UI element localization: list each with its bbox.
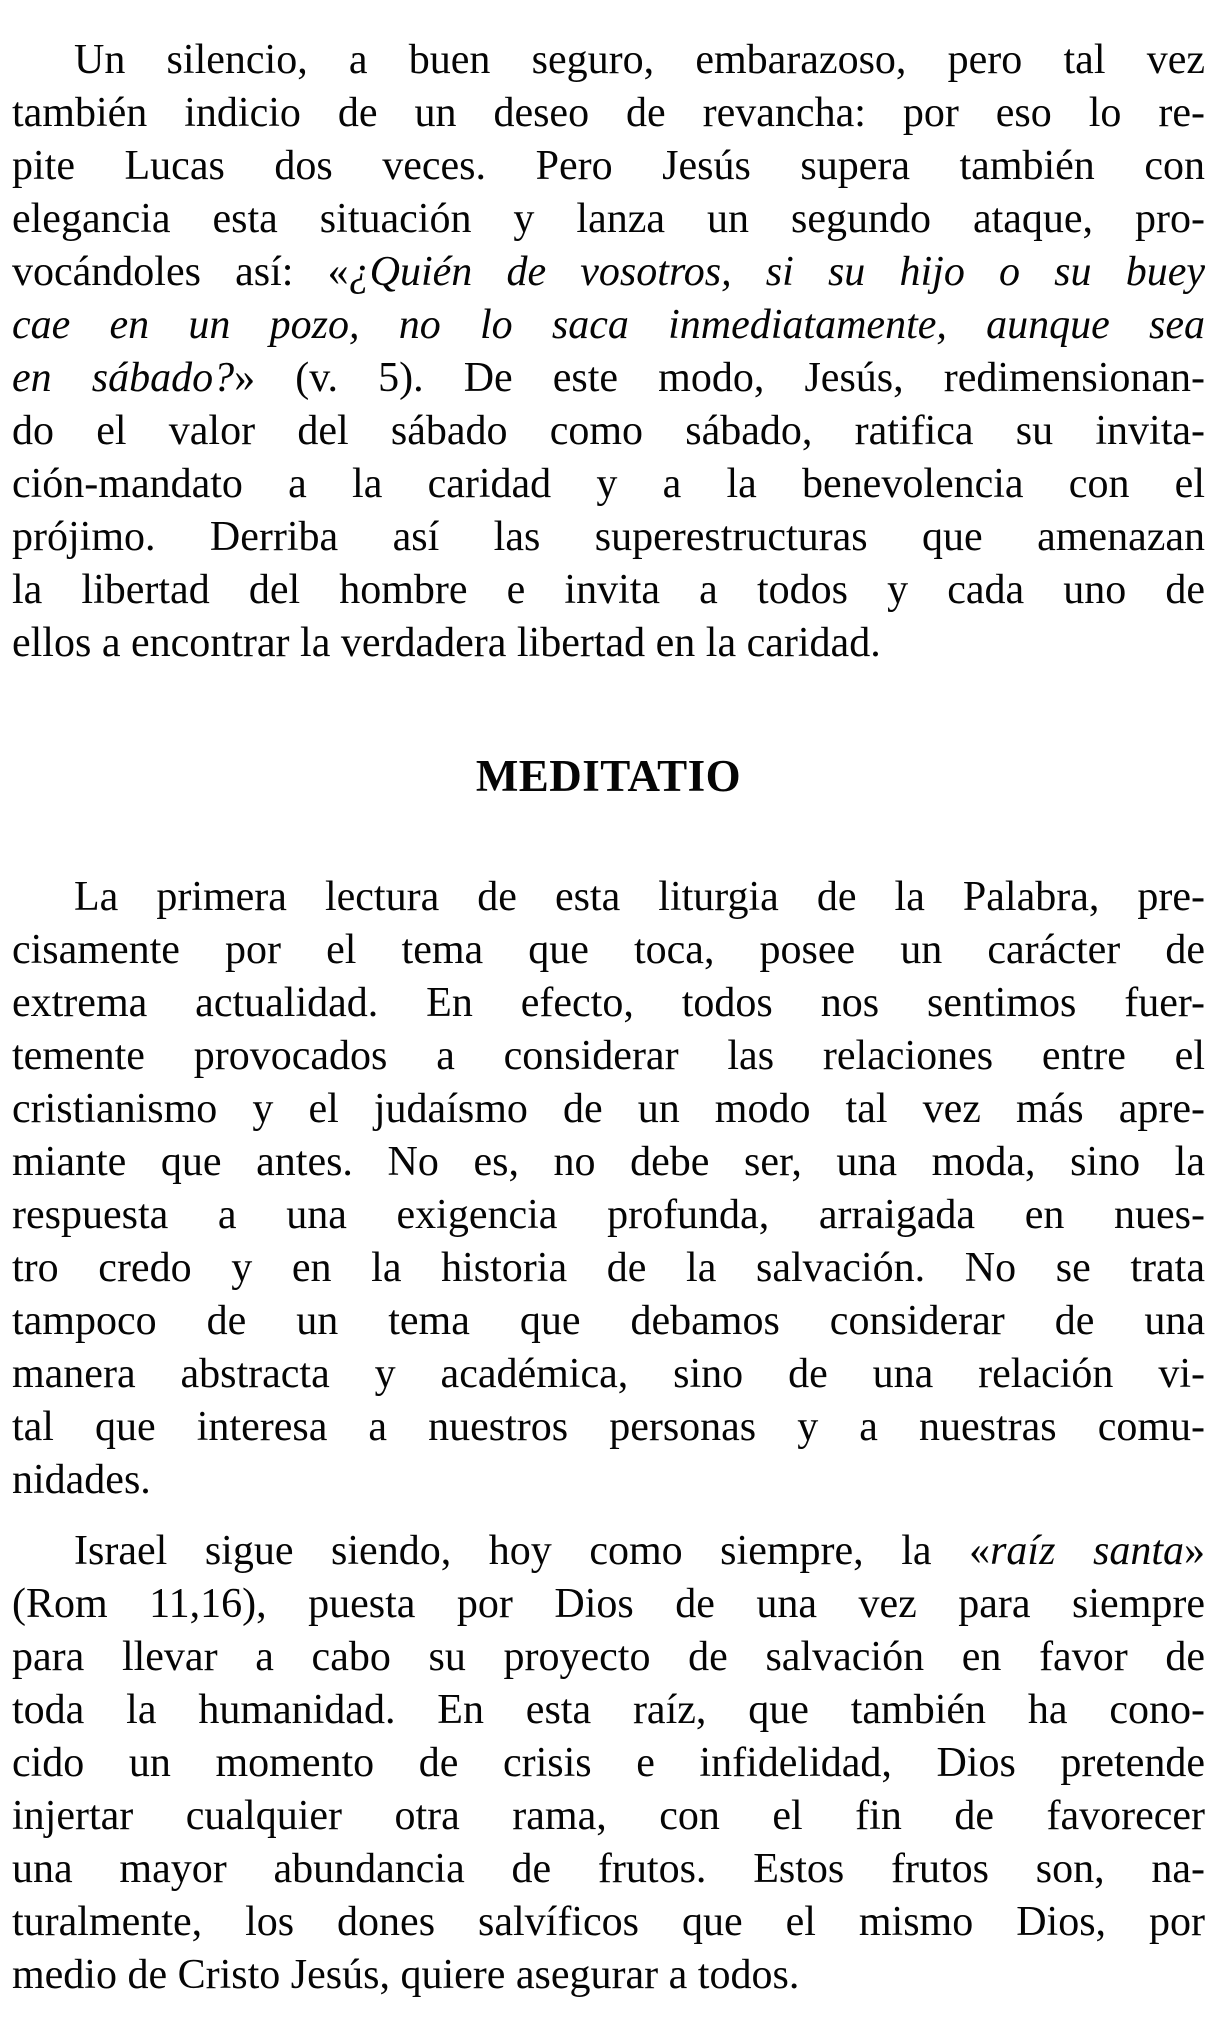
text-line — [12, 299, 1205, 352]
text-line — [12, 1242, 1205, 1295]
text-line — [12, 246, 1205, 299]
text-line — [12, 1295, 1205, 1348]
text-line — [12, 977, 1205, 1030]
text-segment: ellos a encontrar la verdadera libertad en la caridad. — [12, 620, 881, 666]
text-line — [12, 405, 1205, 458]
text-line — [12, 1189, 1205, 1242]
text-line — [12, 871, 1205, 924]
text-segment: también indicio de un deseo de revancha: por eso lo re- — [12, 90, 1205, 136]
text-segment: para llevar a cabo su proyecto de salvación en favor de — [12, 1634, 1205, 1680]
text-line — [12, 564, 1205, 617]
text-segment: » (v. 5). De este modo, Jesús, redimensionan- — [234, 355, 1205, 401]
text-line — [12, 1030, 1205, 1083]
text-line — [12, 1348, 1205, 1401]
text-segment: prójimo. Derriba así las superestructuras que amenazan — [12, 514, 1205, 560]
text-segment: Un silencio, a buen seguro, embarazoso, pero tal vez — [74, 37, 1205, 83]
text-line — [12, 140, 1205, 193]
text-segment: manera abstracta y académica, sino de una relación vi- — [12, 1351, 1205, 1397]
text-segment: Israel sigue siendo, hoy como siempre, la « — [74, 1528, 991, 1574]
italic-text-segment: raíz santa — [990, 1528, 1185, 1574]
text-segment: extrema actualidad. En efecto, todos nos sentimos fuer- — [12, 980, 1205, 1026]
text-segment: tro credo y en la historia de la salvación. No se trata — [12, 1245, 1205, 1291]
text-segment: turalmente, los dones salvíficos que el mismo Dios, por — [12, 1899, 1205, 1945]
paragraph-3 — [12, 1525, 1205, 2002]
text-line — [12, 87, 1205, 140]
text-line — [12, 1578, 1205, 1631]
text-line — [12, 1790, 1205, 1843]
text-segment: medio de Cristo Jesús, quiere asegurar a todos. — [12, 1952, 800, 1998]
paragraph-2 — [12, 871, 1205, 1507]
text-line — [12, 1896, 1205, 1949]
text-line — [12, 193, 1205, 246]
text-segment: » — [1184, 1528, 1206, 1574]
text-segment: tal que interesa a nuestros personas y a nuestras comu- — [12, 1404, 1205, 1450]
text-segment: nidades. — [12, 1457, 151, 1503]
text-segment: respuesta a una exigencia profunda, arraigada en nues- — [12, 1192, 1205, 1238]
italic-text-segment: cae en un pozo, no lo saca inmediatamente, aunque sea — [12, 302, 1205, 348]
italic-text-segment: en sábado? — [12, 355, 235, 401]
text-line — [12, 924, 1205, 977]
text-line — [12, 511, 1205, 564]
text-segment: do el valor del sábado como sábado, ratifica su invita- — [12, 408, 1205, 454]
text-segment: La primera lectura de esta liturgia de la Palabra, pre- — [74, 874, 1205, 920]
text-line — [12, 617, 1205, 670]
text-line — [12, 1737, 1205, 1790]
text-line — [12, 1401, 1205, 1454]
text-segment: cristianismo y el judaísmo de un modo tal vez más apre- — [12, 1086, 1205, 1132]
text-segment: ción-mandato a la caridad y a la benevolencia con el — [12, 461, 1205, 507]
text-line — [12, 1684, 1205, 1737]
section-heading-meditatio: MEDITATIO — [475, 751, 742, 801]
text-segment: pite Lucas dos veces. Pero Jesús supera también con — [12, 143, 1205, 189]
text-segment: una mayor abundancia de frutos. Estos frutos son, na- — [12, 1846, 1205, 1892]
text-segment: (Rom 11,16), puesta por Dios de una vez para siempre — [12, 1581, 1205, 1627]
text-segment: cido un momento de crisis e infidelidad, Dios pretende — [12, 1740, 1205, 1786]
text-line — [12, 1631, 1205, 1684]
text-line — [12, 352, 1205, 405]
text-line — [12, 458, 1205, 511]
text-segment: toda la humanidad. En esta raíz, que también ha cono- — [12, 1687, 1205, 1733]
text-segment: elegancia esta situación y lanza un segundo ataque, pro- — [12, 196, 1205, 242]
text-line — [12, 1843, 1205, 1896]
text-segment: vocándoles así: « — [12, 249, 349, 295]
text-line — [12, 1454, 1205, 1507]
text-segment: temente provocados a considerar las relaciones entre el — [12, 1033, 1205, 1079]
text-segment: tampoco de un tema que debamos considerar de una — [12, 1298, 1205, 1344]
text-line — [12, 1525, 1205, 1578]
text-line — [12, 1949, 1205, 2002]
italic-text-segment: ¿Quién de vosotros, si su hijo o su buey — [348, 249, 1205, 295]
text-segment: miante que antes. No es, no debe ser, una moda, sino la — [12, 1139, 1205, 1185]
text-line — [12, 1083, 1205, 1136]
text-segment: la libertad del hombre e invita a todos y cada uno de — [12, 567, 1205, 613]
text-line — [12, 1136, 1205, 1189]
text-segment: cisamente por el tema que toca, posee un carácter de — [12, 927, 1205, 973]
text-line — [12, 34, 1205, 87]
text-segment: injertar cualquier otra rama, con el fin de favorecer — [12, 1793, 1205, 1839]
paragraph-1 — [12, 34, 1205, 670]
